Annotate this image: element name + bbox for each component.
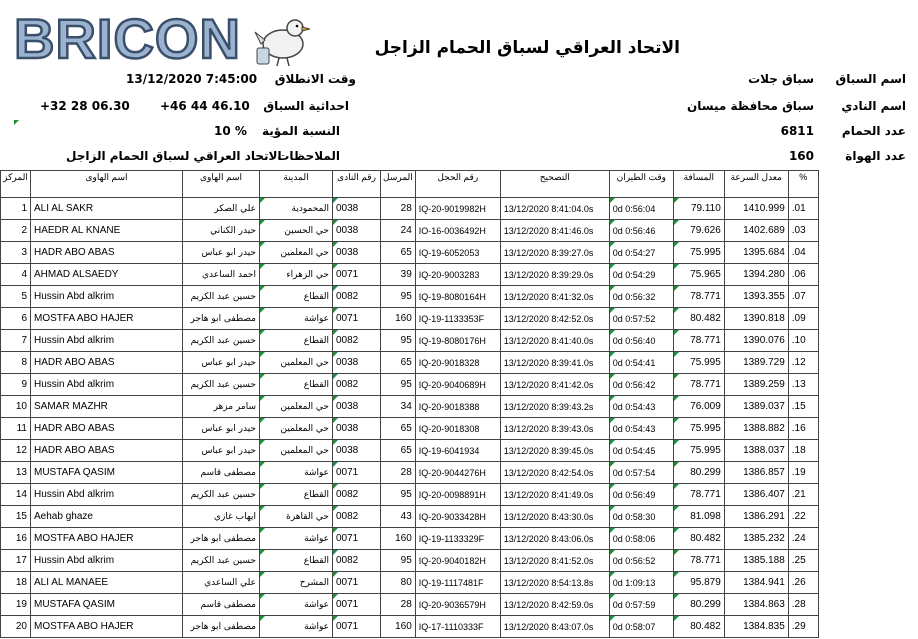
- cell-fancier-ar: احمد الساعدي: [183, 264, 260, 286]
- cell-fancier-ar: حيدر الكناني: [183, 220, 260, 242]
- col-header-city: المدينة: [260, 171, 333, 198]
- cell-sent: 95: [381, 484, 416, 506]
- cell-distance: 79.110: [673, 198, 724, 220]
- cell-ring: IQ-19-6041934: [415, 440, 500, 462]
- cell-city: حي الزهراء: [260, 264, 333, 286]
- cell-ring: IQ-17-1110333F: [415, 616, 500, 638]
- cell-rank: 5: [1, 286, 31, 308]
- release-label: وقت الانطلاق: [274, 72, 356, 86]
- fanciers-count: 160: [788, 149, 814, 163]
- cell-correction: 13/12/2020 8:39:43.2s: [500, 396, 609, 418]
- cell-percent: .07: [788, 286, 818, 308]
- table-row: [1, 418, 819, 440]
- cell-fancier-ar: مصطفى قاسم: [183, 594, 260, 616]
- cell-distance: 80.482: [673, 308, 724, 330]
- cell-city: المشرح: [260, 572, 333, 594]
- cell-speed: 1388.882: [724, 418, 788, 440]
- cell-percent: .25: [788, 550, 818, 572]
- cell-city: حي القاهرة: [260, 506, 333, 528]
- cell-fancier-en: HADR ABO ABAS: [31, 418, 183, 440]
- col-header-ring: رقم الحجل: [415, 171, 500, 198]
- cell-fancier-en: MOSTFA ABO HAJER: [31, 308, 183, 330]
- cell-percent: .10: [788, 330, 818, 352]
- cell-speed: 1385.232: [724, 528, 788, 550]
- cell-club-no: 0071: [333, 462, 381, 484]
- cell-city: المحمودية: [260, 198, 333, 220]
- col-header-distance: المسافة: [673, 171, 724, 198]
- cell-speed: 1389.729: [724, 352, 788, 374]
- cell-flight-time: 0d 0:58:06: [609, 528, 673, 550]
- cell-sent: 28: [381, 594, 416, 616]
- cell-fancier-ar: مصطفى قاسم: [183, 462, 260, 484]
- cell-fancier-ar: مصطفى ابو هاجر: [183, 308, 260, 330]
- cell-city: حي المعلمين: [260, 418, 333, 440]
- cell-club-no: 0082: [333, 286, 381, 308]
- cell-fancier-en: ALI AL MANAEE: [31, 572, 183, 594]
- cell-ring: IQ-20-9018388: [415, 396, 500, 418]
- cell-ring: IQ-20-9044276H: [415, 462, 500, 484]
- col-header-flight-time: وقت الطيران: [609, 171, 673, 198]
- cell-fancier-ar: حيدر ابو عباس: [183, 242, 260, 264]
- cell-sent: 28: [381, 198, 416, 220]
- cell-fancier-en: Aehab ghaze: [31, 506, 183, 528]
- table-row: [1, 616, 819, 638]
- logo-text: BRICON: [14, 7, 241, 68]
- table-row: [1, 550, 819, 572]
- cell-ring: IQ-20-9040689H: [415, 374, 500, 396]
- table-row: [1, 374, 819, 396]
- cell-correction: 13/12/2020 8:41:46.0s: [500, 220, 609, 242]
- col-header-club-no: رقم النادى: [333, 171, 381, 198]
- cell-club-no: 0038: [333, 418, 381, 440]
- cell-club-no: 0071: [333, 572, 381, 594]
- cell-flight-time: 0d 0:56:32: [609, 286, 673, 308]
- cell-percent: .04: [788, 242, 818, 264]
- cell-rank: 8: [1, 352, 31, 374]
- pigeons-label: عدد الحمام: [841, 124, 906, 138]
- cell-city: عواشة: [260, 594, 333, 616]
- cell-distance: 75.965: [673, 264, 724, 286]
- cell-distance: 78.771: [673, 550, 724, 572]
- coord-lon: +32 28 06.30: [40, 99, 130, 113]
- pigeons-count: 6811: [780, 124, 814, 138]
- col-header-sent: المرسل: [381, 171, 416, 198]
- cell-fancier-en: Hussin Abd alkrim: [31, 374, 183, 396]
- cell-club-no: 0038: [333, 198, 381, 220]
- cell-fancier-ar: حيدر ابو عباس: [183, 418, 260, 440]
- cell-speed: 1402.689: [724, 220, 788, 242]
- cell-city: حي المعلمين: [260, 440, 333, 462]
- cell-club-no: 0082: [333, 506, 381, 528]
- page-title: الاتحاد العراقي لسباق الحمام الزاجل: [374, 38, 680, 58]
- cell-flight-time: 0d 0:57:54: [609, 462, 673, 484]
- cell-sent: 95: [381, 550, 416, 572]
- cell-distance: 78.771: [673, 374, 724, 396]
- cell-percent: .29: [788, 616, 818, 638]
- cell-correction: 13/12/2020 8:42:52.0s: [500, 308, 609, 330]
- table-row: [1, 594, 819, 616]
- cell-correction: 13/12/2020 8:41:42.0s: [500, 374, 609, 396]
- release-time: 13/12/2020 7:45:00: [126, 72, 258, 86]
- cell-sent: 65: [381, 352, 416, 374]
- table-row: [1, 462, 819, 484]
- cell-fancier-ar: حيدر ابو عباس: [183, 352, 260, 374]
- percent-label: النسبة المؤية: [261, 124, 340, 138]
- cell-club-no: 0082: [333, 484, 381, 506]
- cell-fancier-en: Hussin Abd alkrim: [31, 484, 183, 506]
- cell-correction: 13/12/2020 8:39:45.0s: [500, 440, 609, 462]
- cell-rank: 6: [1, 308, 31, 330]
- cell-city: عواشة: [260, 616, 333, 638]
- cell-flight-time: 0d 0:56:42: [609, 374, 673, 396]
- cell-rank: 20: [1, 616, 31, 638]
- cell-correction: 13/12/2020 8:43:06.0s: [500, 528, 609, 550]
- cell-correction: 13/12/2020 8:42:54.0s: [500, 462, 609, 484]
- cell-city: عواشة: [260, 462, 333, 484]
- cell-correction: 13/12/2020 8:39:29.0s: [500, 264, 609, 286]
- cell-percent: .03: [788, 220, 818, 242]
- cell-flight-time: 0d 0:56:04: [609, 198, 673, 220]
- cell-correction: 13/12/2020 8:41:32.0s: [500, 286, 609, 308]
- cell-flight-time: 0d 0:57:52: [609, 308, 673, 330]
- cell-fancier-en: MUSTAFA QASIM: [31, 462, 183, 484]
- col-header-percent: %: [788, 171, 818, 198]
- cell-sent: 80: [381, 572, 416, 594]
- col-header-fancier-ar: اسم الهاوى: [183, 171, 260, 198]
- cell-speed: 1393.355: [724, 286, 788, 308]
- cell-fancier-ar: علي الصكر: [183, 198, 260, 220]
- cell-percent: .21: [788, 484, 818, 506]
- cell-speed: 1385.188: [724, 550, 788, 572]
- cell-rank: 13: [1, 462, 31, 484]
- cell-percent: .16: [788, 418, 818, 440]
- cell-rank: 12: [1, 440, 31, 462]
- cell-ring: IQ-19-8080164H: [415, 286, 500, 308]
- cell-speed: 1395.684: [724, 242, 788, 264]
- coord-lat: +46 44 46.10: [160, 99, 250, 113]
- cell-fancier-en: Hussin Abd alkrim: [31, 330, 183, 352]
- cell-percent: .15: [788, 396, 818, 418]
- cell-sent: 65: [381, 418, 416, 440]
- notes-label: الملاحظات: [277, 149, 340, 163]
- cell-speed: 1384.941: [724, 572, 788, 594]
- col-header-correction: التصحيح: [500, 171, 609, 198]
- cell-sent: 95: [381, 374, 416, 396]
- cell-correction: 13/12/2020 8:43:30.0s: [500, 506, 609, 528]
- coords-label: احداثية السباق: [263, 99, 349, 113]
- pigeon-icon: [255, 20, 310, 66]
- cell-distance: 79.626: [673, 220, 724, 242]
- cell-ring: IO-16-0036492H: [415, 220, 500, 242]
- cell-speed: 1389.259: [724, 374, 788, 396]
- cell-fancier-en: HADR ABO ABAS: [31, 440, 183, 462]
- cell-flight-time: 0d 0:54:41: [609, 352, 673, 374]
- cell-rank: 18: [1, 572, 31, 594]
- cell-club-no: 0082: [333, 550, 381, 572]
- cell-flight-time: 0d 0:54:29: [609, 264, 673, 286]
- cell-rank: 16: [1, 528, 31, 550]
- cell-distance: 75.995: [673, 418, 724, 440]
- cell-fancier-en: MOSTFA ABO HAJER: [31, 528, 183, 550]
- cell-speed: 1384.863: [724, 594, 788, 616]
- cell-sent: 24: [381, 220, 416, 242]
- cell-speed: 1386.291: [724, 506, 788, 528]
- cell-fancier-en: ALI AL SAKR: [31, 198, 183, 220]
- cell-percent: .28: [788, 594, 818, 616]
- cell-rank: 4: [1, 264, 31, 286]
- cell-speed: 1389.037: [724, 396, 788, 418]
- cell-fancier-ar: حسين عبد الكريم: [183, 550, 260, 572]
- cell-ring: IQ-20-9018308: [415, 418, 500, 440]
- cell-distance: 81.098: [673, 506, 724, 528]
- cell-fancier-en: HADR ABO ABAS: [31, 242, 183, 264]
- cell-flight-time: 0d 0:58:07: [609, 616, 673, 638]
- table-row: [1, 198, 819, 220]
- cell-percent: .13: [788, 374, 818, 396]
- table-row: [1, 396, 819, 418]
- cell-fancier-ar: مصطفى ابو هاجر: [183, 528, 260, 550]
- cell-correction: 13/12/2020 8:39:41.0s: [500, 352, 609, 374]
- table-row: [1, 220, 819, 242]
- cell-fancier-en: AHMAD ALSAEDY: [31, 264, 183, 286]
- cell-percent: .26: [788, 572, 818, 594]
- results-table: [0, 170, 819, 638]
- cell-rank: 1: [1, 198, 31, 220]
- cell-club-no: 0038: [333, 396, 381, 418]
- cell-city: القطاع: [260, 286, 333, 308]
- cell-club-no: 0082: [333, 330, 381, 352]
- cell-flight-time: 0d 0:58:30: [609, 506, 673, 528]
- cell-city: حي المعلمين: [260, 396, 333, 418]
- col-header-speed: معدل السرعة: [724, 171, 788, 198]
- cell-city: القطاع: [260, 374, 333, 396]
- cell-speed: 1390.076: [724, 330, 788, 352]
- cell-club-no: 0038: [333, 440, 381, 462]
- cell-ring: IQ-19-8080176H: [415, 330, 500, 352]
- cell-percent: .06: [788, 264, 818, 286]
- cell-ring: IQ-20-9003283: [415, 264, 500, 286]
- cell-sent: 95: [381, 330, 416, 352]
- cell-flight-time: 0d 0:54:43: [609, 396, 673, 418]
- cell-flight-time: 0d 1:09:13: [609, 572, 673, 594]
- cell-distance: 80.299: [673, 594, 724, 616]
- cell-rank: 10: [1, 396, 31, 418]
- cell-correction: 13/12/2020 8:41:49.0s: [500, 484, 609, 506]
- col-header-fancier-en: اسم الهاوى: [31, 171, 183, 198]
- cell-city: القطاع: [260, 550, 333, 572]
- cell-speed: 1388.037: [724, 440, 788, 462]
- cell-sent: 160: [381, 616, 416, 638]
- cell-distance: 78.771: [673, 484, 724, 506]
- cell-correction: 13/12/2020 8:41:40.0s: [500, 330, 609, 352]
- percent-value: 10 %: [214, 124, 247, 138]
- cell-ring: IQ-20-9036579H: [415, 594, 500, 616]
- cell-rank: 19: [1, 594, 31, 616]
- cell-ring: IQ-20-0098891H: [415, 484, 500, 506]
- flag-marker: [14, 120, 19, 125]
- cell-ring: IQ-20-9040182H: [415, 550, 500, 572]
- cell-distance: 75.995: [673, 242, 724, 264]
- cell-rank: 14: [1, 484, 31, 506]
- cell-flight-time: 0d 0:57:59: [609, 594, 673, 616]
- club-label: اسم النادي: [841, 99, 906, 113]
- cell-fancier-en: MOSTFA ABO HAJER: [31, 616, 183, 638]
- cell-fancier-en: Hussin Abd alkrim: [31, 550, 183, 572]
- cell-sent: 160: [381, 528, 416, 550]
- notes-value: الاتحاد العراقي لسباق الحمام الزاجل: [66, 149, 282, 163]
- cell-percent: .19: [788, 462, 818, 484]
- cell-flight-time: 0d 0:54:43: [609, 418, 673, 440]
- cell-fancier-en: HAEDR AL KNANE: [31, 220, 183, 242]
- cell-percent: .12: [788, 352, 818, 374]
- table-row: [1, 352, 819, 374]
- cell-city: القطاع: [260, 484, 333, 506]
- race-name-label: اسم السباق: [835, 72, 906, 86]
- cell-percent: .18: [788, 440, 818, 462]
- cell-fancier-ar: حسين عبد الكريم: [183, 286, 260, 308]
- col-header-rank: المركز: [1, 171, 31, 198]
- cell-city: حي المعلمين: [260, 352, 333, 374]
- cell-percent: .24: [788, 528, 818, 550]
- cell-sent: 95: [381, 286, 416, 308]
- cell-rank: 7: [1, 330, 31, 352]
- cell-distance: 80.482: [673, 616, 724, 638]
- cell-flight-time: 0d 0:56:52: [609, 550, 673, 572]
- cell-ring: IQ-19-1133329F: [415, 528, 500, 550]
- table-row: [1, 484, 819, 506]
- cell-flight-time: 0d 0:56:49: [609, 484, 673, 506]
- cell-rank: 17: [1, 550, 31, 572]
- cell-sent: 65: [381, 242, 416, 264]
- cell-distance: 80.482: [673, 528, 724, 550]
- club-value: سباق محافظة ميسان: [687, 99, 814, 113]
- cell-rank: 9: [1, 374, 31, 396]
- cell-city: حي الحسين: [260, 220, 333, 242]
- cell-correction: 13/12/2020 8:54:13.8s: [500, 572, 609, 594]
- cell-club-no: 0071: [333, 528, 381, 550]
- cell-flight-time: 0d 0:54:27: [609, 242, 673, 264]
- cell-rank: 11: [1, 418, 31, 440]
- cell-sent: 28: [381, 462, 416, 484]
- table-row: [1, 308, 819, 330]
- cell-speed: 1386.407: [724, 484, 788, 506]
- cell-speed: 1384.835: [724, 616, 788, 638]
- cell-sent: 43: [381, 506, 416, 528]
- cell-club-no: 0038: [333, 242, 381, 264]
- cell-correction: 13/12/2020 8:39:27.0s: [500, 242, 609, 264]
- cell-percent: .09: [788, 308, 818, 330]
- cell-ring: IQ-20-9033428H: [415, 506, 500, 528]
- cell-rank: 15: [1, 506, 31, 528]
- cell-sent: 160: [381, 308, 416, 330]
- cell-fancier-en: Hussin Abd alkrim: [31, 286, 183, 308]
- cell-club-no: 0038: [333, 352, 381, 374]
- cell-ring: IQ-19-1133353F: [415, 308, 500, 330]
- cell-speed: 1390.818: [724, 308, 788, 330]
- cell-club-no: 0071: [333, 594, 381, 616]
- cell-distance: 75.995: [673, 440, 724, 462]
- cell-speed: 1386.857: [724, 462, 788, 484]
- cell-flight-time: 0d 0:56:46: [609, 220, 673, 242]
- cell-sent: 34: [381, 396, 416, 418]
- cell-fancier-ar: ايهاب غازي: [183, 506, 260, 528]
- cell-city: عواشة: [260, 528, 333, 550]
- cell-club-no: 0071: [333, 264, 381, 286]
- bricon-logo: [10, 6, 310, 68]
- table-row: [1, 506, 819, 528]
- cell-ring: IQ-20-9018328: [415, 352, 500, 374]
- cell-club-no: 0071: [333, 616, 381, 638]
- cell-fancier-ar: علي الساعدي: [183, 572, 260, 594]
- cell-city: حي المعلمين: [260, 242, 333, 264]
- table-row: [1, 330, 819, 352]
- cell-city: عواشة: [260, 308, 333, 330]
- cell-distance: 80.299: [673, 462, 724, 484]
- cell-club-no: 0071: [333, 308, 381, 330]
- cell-fancier-ar: حسين عبد الكريم: [183, 484, 260, 506]
- cell-fancier-ar: سامر مزهر: [183, 396, 260, 418]
- cell-distance: 75.995: [673, 352, 724, 374]
- cell-fancier-en: HADR ABO ABAS: [31, 352, 183, 374]
- cell-correction: 13/12/2020 8:43:07.0s: [500, 616, 609, 638]
- fanciers-label: عدد الهواة: [845, 149, 906, 163]
- cell-club-no: 0038: [333, 220, 381, 242]
- cell-distance: 95.879: [673, 572, 724, 594]
- cell-city: القطاع: [260, 330, 333, 352]
- cell-ring: IQ-20-9019982H: [415, 198, 500, 220]
- cell-club-no: 0082: [333, 374, 381, 396]
- table-row: [1, 242, 819, 264]
- table-header-row: [1, 171, 819, 198]
- cell-fancier-en: SAMAR MAZHR: [31, 396, 183, 418]
- cell-fancier-ar: حسين عبد الكريم: [183, 374, 260, 396]
- cell-flight-time: 0d 0:54:45: [609, 440, 673, 462]
- cell-correction: 13/12/2020 8:41:52.0s: [500, 550, 609, 572]
- table-row: [1, 572, 819, 594]
- table-row: [1, 528, 819, 550]
- cell-percent: .22: [788, 506, 818, 528]
- cell-distance: 76.009: [673, 396, 724, 418]
- cell-sent: 65: [381, 440, 416, 462]
- cell-ring: IQ-19-6052053: [415, 242, 500, 264]
- table-row: [1, 286, 819, 308]
- cell-ring: IQ-19-1117481F: [415, 572, 500, 594]
- cell-flight-time: 0d 0:56:40: [609, 330, 673, 352]
- cell-rank: 3: [1, 242, 31, 264]
- cell-fancier-ar: حسين عبد الكريم: [183, 330, 260, 352]
- cell-fancier-ar: مصطفى ابو هاجر: [183, 616, 260, 638]
- cell-fancier-en: MUSTAFA QASIM: [31, 594, 183, 616]
- cell-sent: 39: [381, 264, 416, 286]
- cell-correction: 13/12/2020 8:41:04.0s: [500, 198, 609, 220]
- cell-fancier-ar: حيدر ابو عباس: [183, 440, 260, 462]
- cell-percent: .01: [788, 198, 818, 220]
- cell-correction: 13/12/2020 8:39:43.0s: [500, 418, 609, 440]
- table-row: [1, 440, 819, 462]
- race-name-value: سباق جلات: [748, 72, 814, 86]
- cell-speed: 1410.999: [724, 198, 788, 220]
- cell-correction: 13/12/2020 8:42:59.0s: [500, 594, 609, 616]
- cell-speed: 1394.280: [724, 264, 788, 286]
- cell-distance: 78.771: [673, 286, 724, 308]
- table-row: [1, 264, 819, 286]
- cell-distance: 78.771: [673, 330, 724, 352]
- cell-rank: 2: [1, 220, 31, 242]
